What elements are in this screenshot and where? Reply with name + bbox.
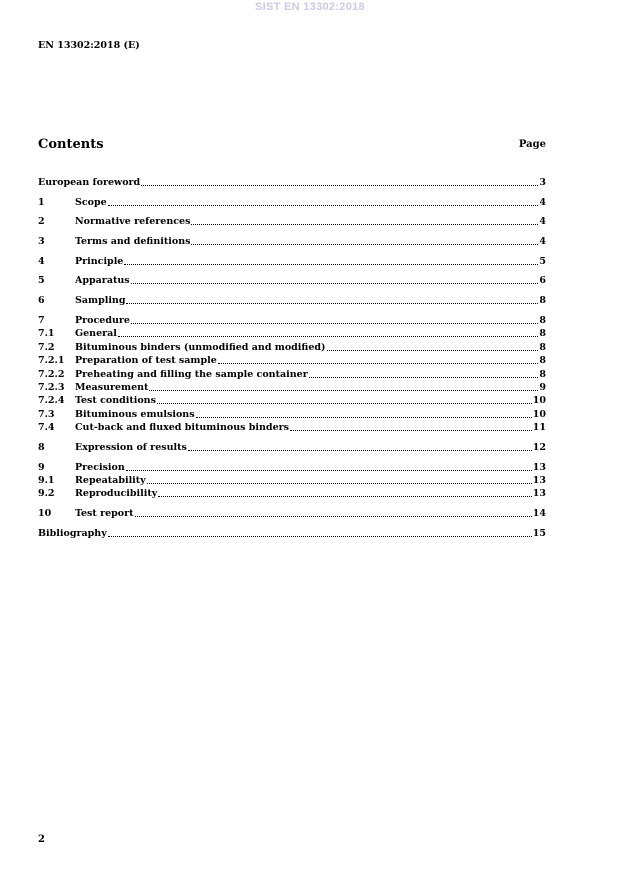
toc-entry-title: Measurement — [75, 382, 149, 393]
toc-entry[interactable] — [38, 441, 546, 454]
toc-entry[interactable] — [38, 327, 546, 340]
toc-entry-title: Test conditions — [75, 395, 156, 406]
toc-leader-dots — [158, 495, 532, 497]
toc-entry[interactable] — [38, 341, 546, 354]
toc-entry-number: 7.3 — [38, 409, 55, 420]
toc-entry-number: 9 — [38, 462, 45, 473]
toc-entry-page: 8 — [539, 328, 546, 339]
toc-leader-dots — [290, 429, 532, 431]
toc-leader-dots — [309, 376, 539, 378]
toc-entry-title: Preheating and filling the sample container — [75, 369, 308, 380]
toc-entry-page: 13 — [532, 475, 546, 486]
toc-leader-dots — [118, 335, 538, 337]
toc-entry-page: 8 — [539, 295, 546, 306]
toc-leader-dots — [141, 184, 538, 186]
toc-entry-title: Principle — [75, 256, 124, 267]
toc-entry-number: 7 — [38, 315, 45, 326]
toc-entry-number: 3 — [38, 236, 45, 247]
toc-entry[interactable] — [38, 196, 546, 209]
toc-entry-number: 4 — [38, 256, 45, 267]
toc-leader-dots — [108, 535, 532, 537]
toc-entry[interactable] — [38, 176, 546, 189]
toc-entry[interactable] — [38, 314, 546, 327]
toc-entry-title: General — [75, 328, 117, 339]
toc-leader-dots — [131, 282, 539, 284]
toc-entry-number: 10 — [38, 508, 52, 519]
toc-entry[interactable] — [38, 368, 546, 381]
toc-entry-number: 7.2.2 — [38, 369, 65, 380]
toc-leader-dots — [147, 482, 532, 484]
document-reference: EN 13302:2018 (E) — [38, 40, 140, 51]
toc-entry[interactable] — [38, 215, 546, 228]
toc-leader-dots — [131, 322, 538, 324]
toc-entry[interactable] — [38, 255, 546, 268]
toc-entry-page: 13 — [532, 488, 546, 499]
toc-entry-page: 8 — [539, 369, 546, 380]
toc-leader-dots — [196, 416, 532, 418]
toc-leader-dots — [108, 204, 539, 206]
toc-entry-number: 2 — [38, 216, 45, 227]
page-column-label: Page — [518, 139, 546, 150]
toc-entry-title: Test report — [75, 508, 134, 519]
toc-entry-number: 9.1 — [38, 475, 55, 486]
toc-leader-dots — [126, 469, 532, 471]
toc-entry-title: Reproducibility — [75, 488, 158, 499]
toc-entry[interactable] — [38, 461, 546, 474]
toc-entry-page: 8 — [539, 315, 546, 326]
toc-entry-page: 5 — [539, 256, 546, 267]
toc-entry[interactable] — [38, 235, 546, 248]
toc-leader-dots — [126, 302, 538, 304]
toc-entry-page: 9 — [539, 382, 546, 393]
toc-entry-title: Bibliography — [38, 528, 107, 539]
toc-leader-dots — [157, 402, 532, 404]
toc-entry-page: 15 — [532, 528, 546, 539]
toc-entry[interactable] — [38, 421, 546, 434]
toc-entry-title: Expression of results — [75, 442, 187, 453]
contents-heading: Contents — [38, 137, 104, 152]
toc-entry-page: 12 — [532, 442, 546, 453]
toc-entry-title: European foreword — [38, 177, 141, 188]
toc-entry-title: Procedure — [75, 315, 130, 326]
toc-entry-number: 7.2.1 — [38, 355, 65, 366]
toc-entry[interactable] — [38, 294, 546, 307]
toc-entry[interactable] — [38, 354, 546, 367]
toc-entry-page: 10 — [532, 395, 546, 406]
toc-entry-page: 4 — [539, 197, 546, 208]
toc-entry[interactable] — [38, 381, 546, 394]
toc-entry-number: 6 — [38, 295, 45, 306]
toc-entry[interactable] — [38, 408, 546, 421]
toc-entry-number: 7.2 — [38, 342, 55, 353]
toc-entry-page: 8 — [539, 355, 546, 366]
toc-entry-number: 1 — [38, 197, 45, 208]
toc-entry[interactable] — [38, 394, 546, 407]
toc-entry-title: Terms and definitions — [75, 236, 191, 247]
toc-leader-dots — [135, 515, 532, 517]
toc-entry-title: Apparatus — [75, 275, 130, 286]
toc-entry-page: 13 — [532, 462, 546, 473]
toc-entry-title: Precision — [75, 462, 125, 473]
watermark: SIST EN 13302:2018 — [255, 1, 365, 13]
toc-leader-dots — [191, 243, 538, 245]
toc-entry[interactable] — [38, 527, 546, 540]
toc-leader-dots — [188, 449, 532, 451]
toc-entry-page: 10 — [532, 409, 546, 420]
toc-entry-title: Normative references — [75, 216, 191, 227]
toc-leader-dots — [149, 389, 538, 391]
toc-entry[interactable] — [38, 487, 546, 500]
toc-entry-page: 4 — [539, 236, 546, 247]
toc-entry-number: 5 — [38, 275, 45, 286]
toc-leader-dots — [218, 362, 539, 364]
toc-entry-title: Repeatability — [75, 475, 146, 486]
toc-entry-page: 4 — [539, 216, 546, 227]
toc-entry-number: 7.4 — [38, 422, 55, 433]
toc-entry-number: 9.2 — [38, 488, 55, 499]
toc-entry-title: Bituminous emulsions — [75, 409, 195, 420]
toc-entry-number: 7.2.3 — [38, 382, 65, 393]
toc-entry-number: 7.1 — [38, 328, 55, 339]
toc-entry-title: Scope — [75, 197, 107, 208]
toc-entry-title: Sampling — [75, 295, 126, 306]
toc-leader-dots — [191, 223, 538, 225]
toc-entry-title: Preparation of test sample — [75, 355, 217, 366]
page-number: 2 — [38, 834, 45, 845]
toc-entry-page: 3 — [539, 177, 546, 188]
toc-entry-page: 8 — [539, 342, 546, 353]
toc-leader-dots — [327, 349, 539, 351]
toc-entry-title: Cut-back and fluxed bituminous binders — [75, 422, 289, 433]
toc-entry-page: 11 — [532, 422, 546, 433]
toc-entry[interactable] — [38, 507, 546, 520]
toc-leader-dots — [124, 263, 538, 265]
toc-entry[interactable] — [38, 274, 546, 287]
toc-entry-number: 8 — [38, 442, 45, 453]
toc-entry-page: 14 — [532, 508, 546, 519]
toc-entry-title: Bituminous binders (unmodified and modified) — [75, 342, 326, 353]
toc-entry-page: 6 — [539, 275, 546, 286]
toc-entry[interactable] — [38, 474, 546, 487]
toc-entry-number: 7.2.4 — [38, 395, 65, 406]
